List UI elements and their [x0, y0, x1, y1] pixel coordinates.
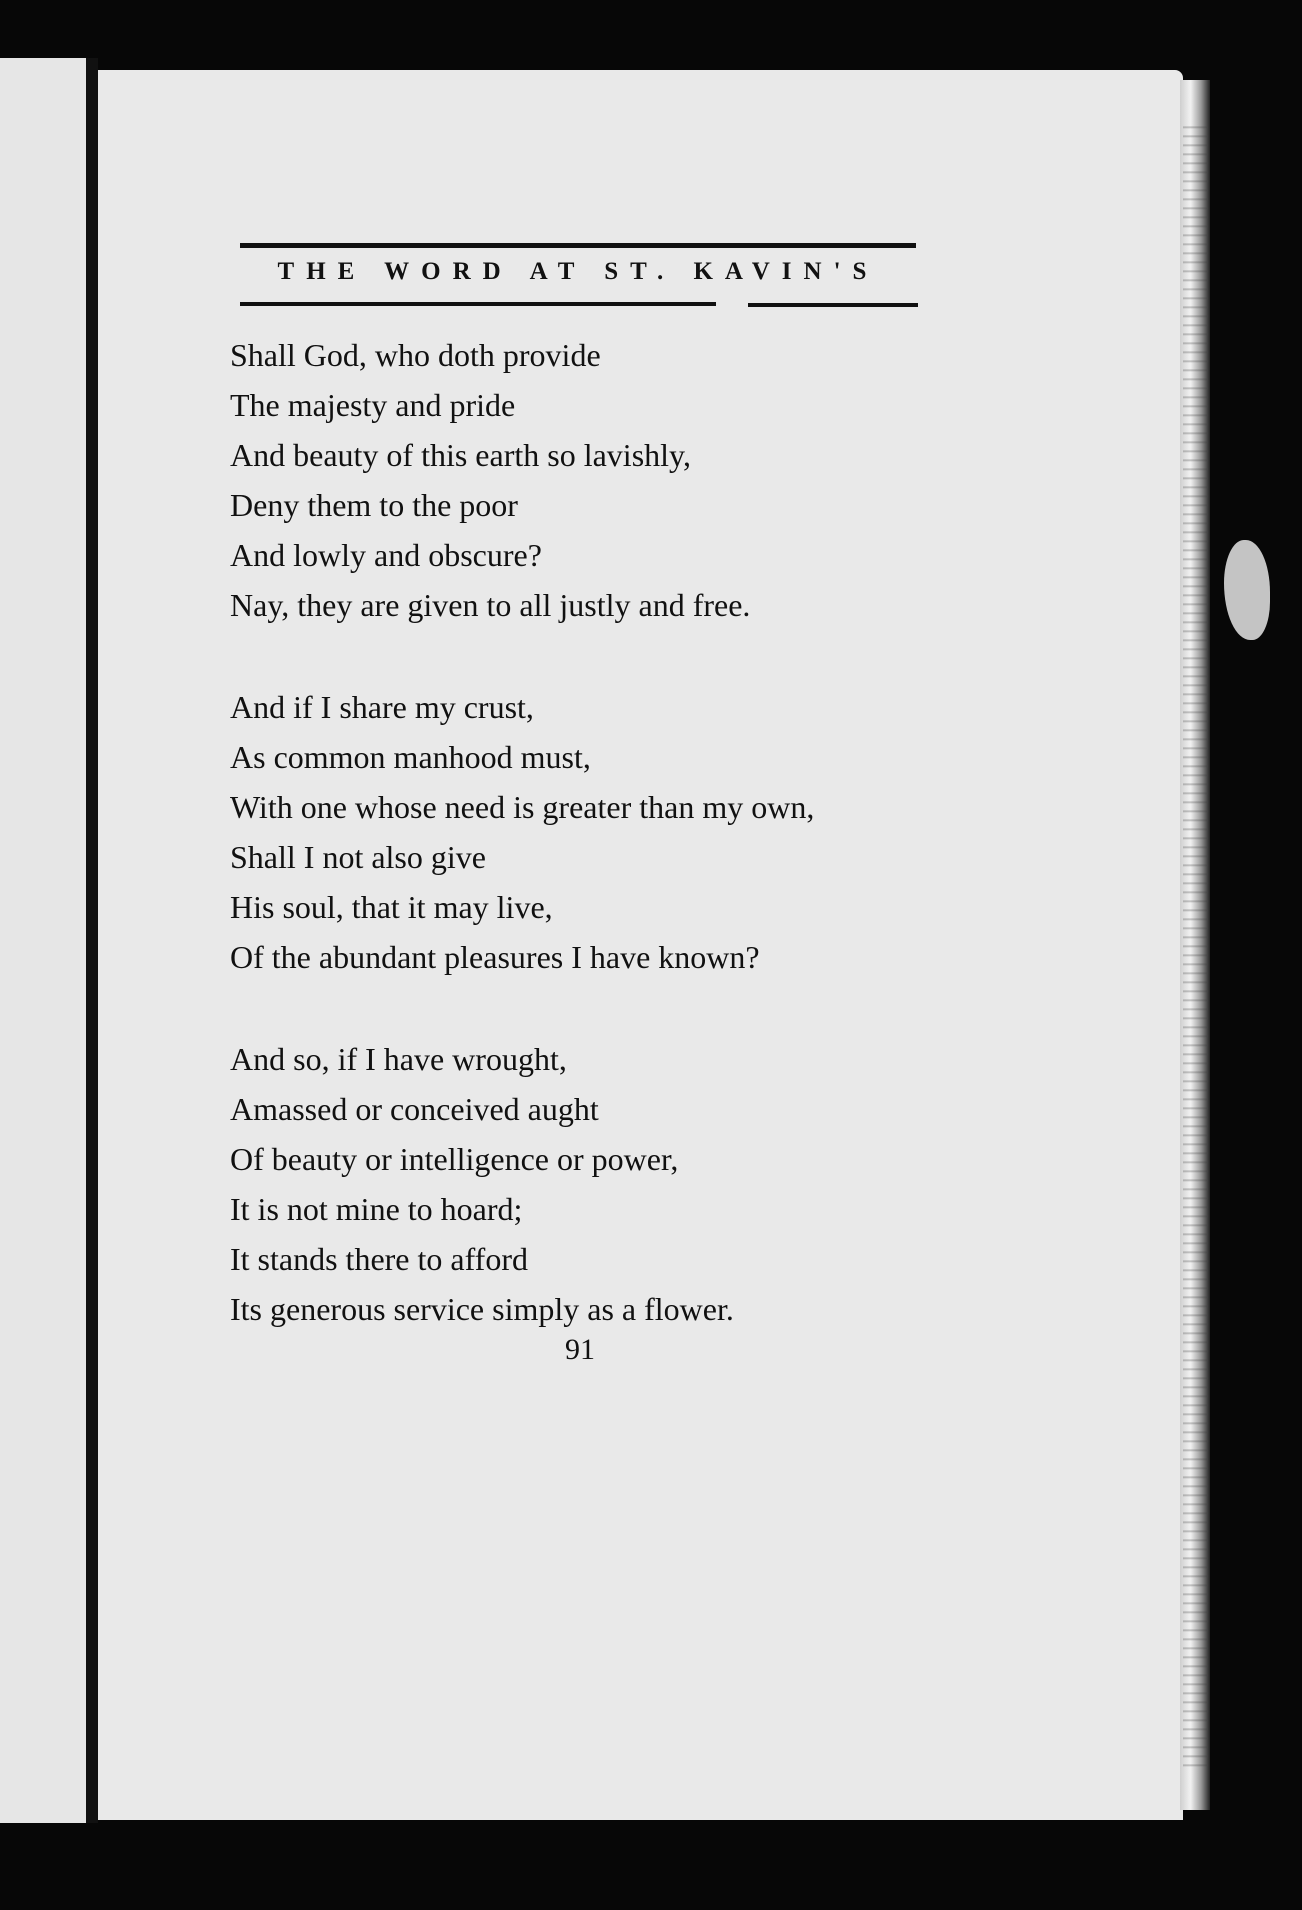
poem-line: And if I share my crust,	[230, 689, 534, 725]
poem-line: With one whose need is greater than my own,	[230, 789, 815, 825]
page-fore-edge-texture	[1183, 120, 1207, 1770]
facing-page-edge	[0, 58, 88, 1823]
poem-line: Deny them to the poor	[230, 487, 518, 523]
poem-line: The majesty and pride	[230, 387, 516, 423]
poem-line: Shall God, who doth provide	[230, 337, 601, 373]
poem-line: And beauty of this earth so lavishly,	[230, 437, 691, 473]
poem-line: And lowly and obscure?	[230, 537, 542, 573]
poem-line: Its generous service simply as a flower.	[230, 1291, 734, 1327]
page-number: 91	[565, 1333, 595, 1366]
stanza-3	[230, 1034, 950, 1334]
header-rule-top	[240, 243, 916, 248]
running-head: THE WORD AT ST. KAVIN'S	[277, 258, 879, 285]
stanza-1	[230, 330, 950, 630]
poem-line: Nay, they are given to all justly and free.	[230, 587, 751, 623]
poem-line: Amassed or conceived aught	[230, 1091, 599, 1127]
poem-line: His soul, that it may live,	[230, 889, 553, 925]
header-rule-bottom-right	[748, 303, 918, 307]
poem-line: And so, if I have wrought,	[230, 1041, 567, 1077]
poem-line: Shall I not also give	[230, 839, 486, 875]
poem-body	[230, 330, 950, 1386]
poem-line: Of the abundant pleasures I have known?	[230, 939, 760, 975]
poem-line: It stands there to afford	[230, 1241, 528, 1277]
page-clip-mark	[1224, 540, 1270, 640]
poem-line: It is not mine to hoard;	[230, 1191, 523, 1227]
header-rule-bottom-left	[240, 302, 716, 306]
stanza-2	[230, 682, 950, 982]
poem-line: As common manhood must,	[230, 739, 591, 775]
poem-line: Of beauty or intelligence or power,	[230, 1141, 679, 1177]
book-gutter	[86, 58, 98, 1823]
